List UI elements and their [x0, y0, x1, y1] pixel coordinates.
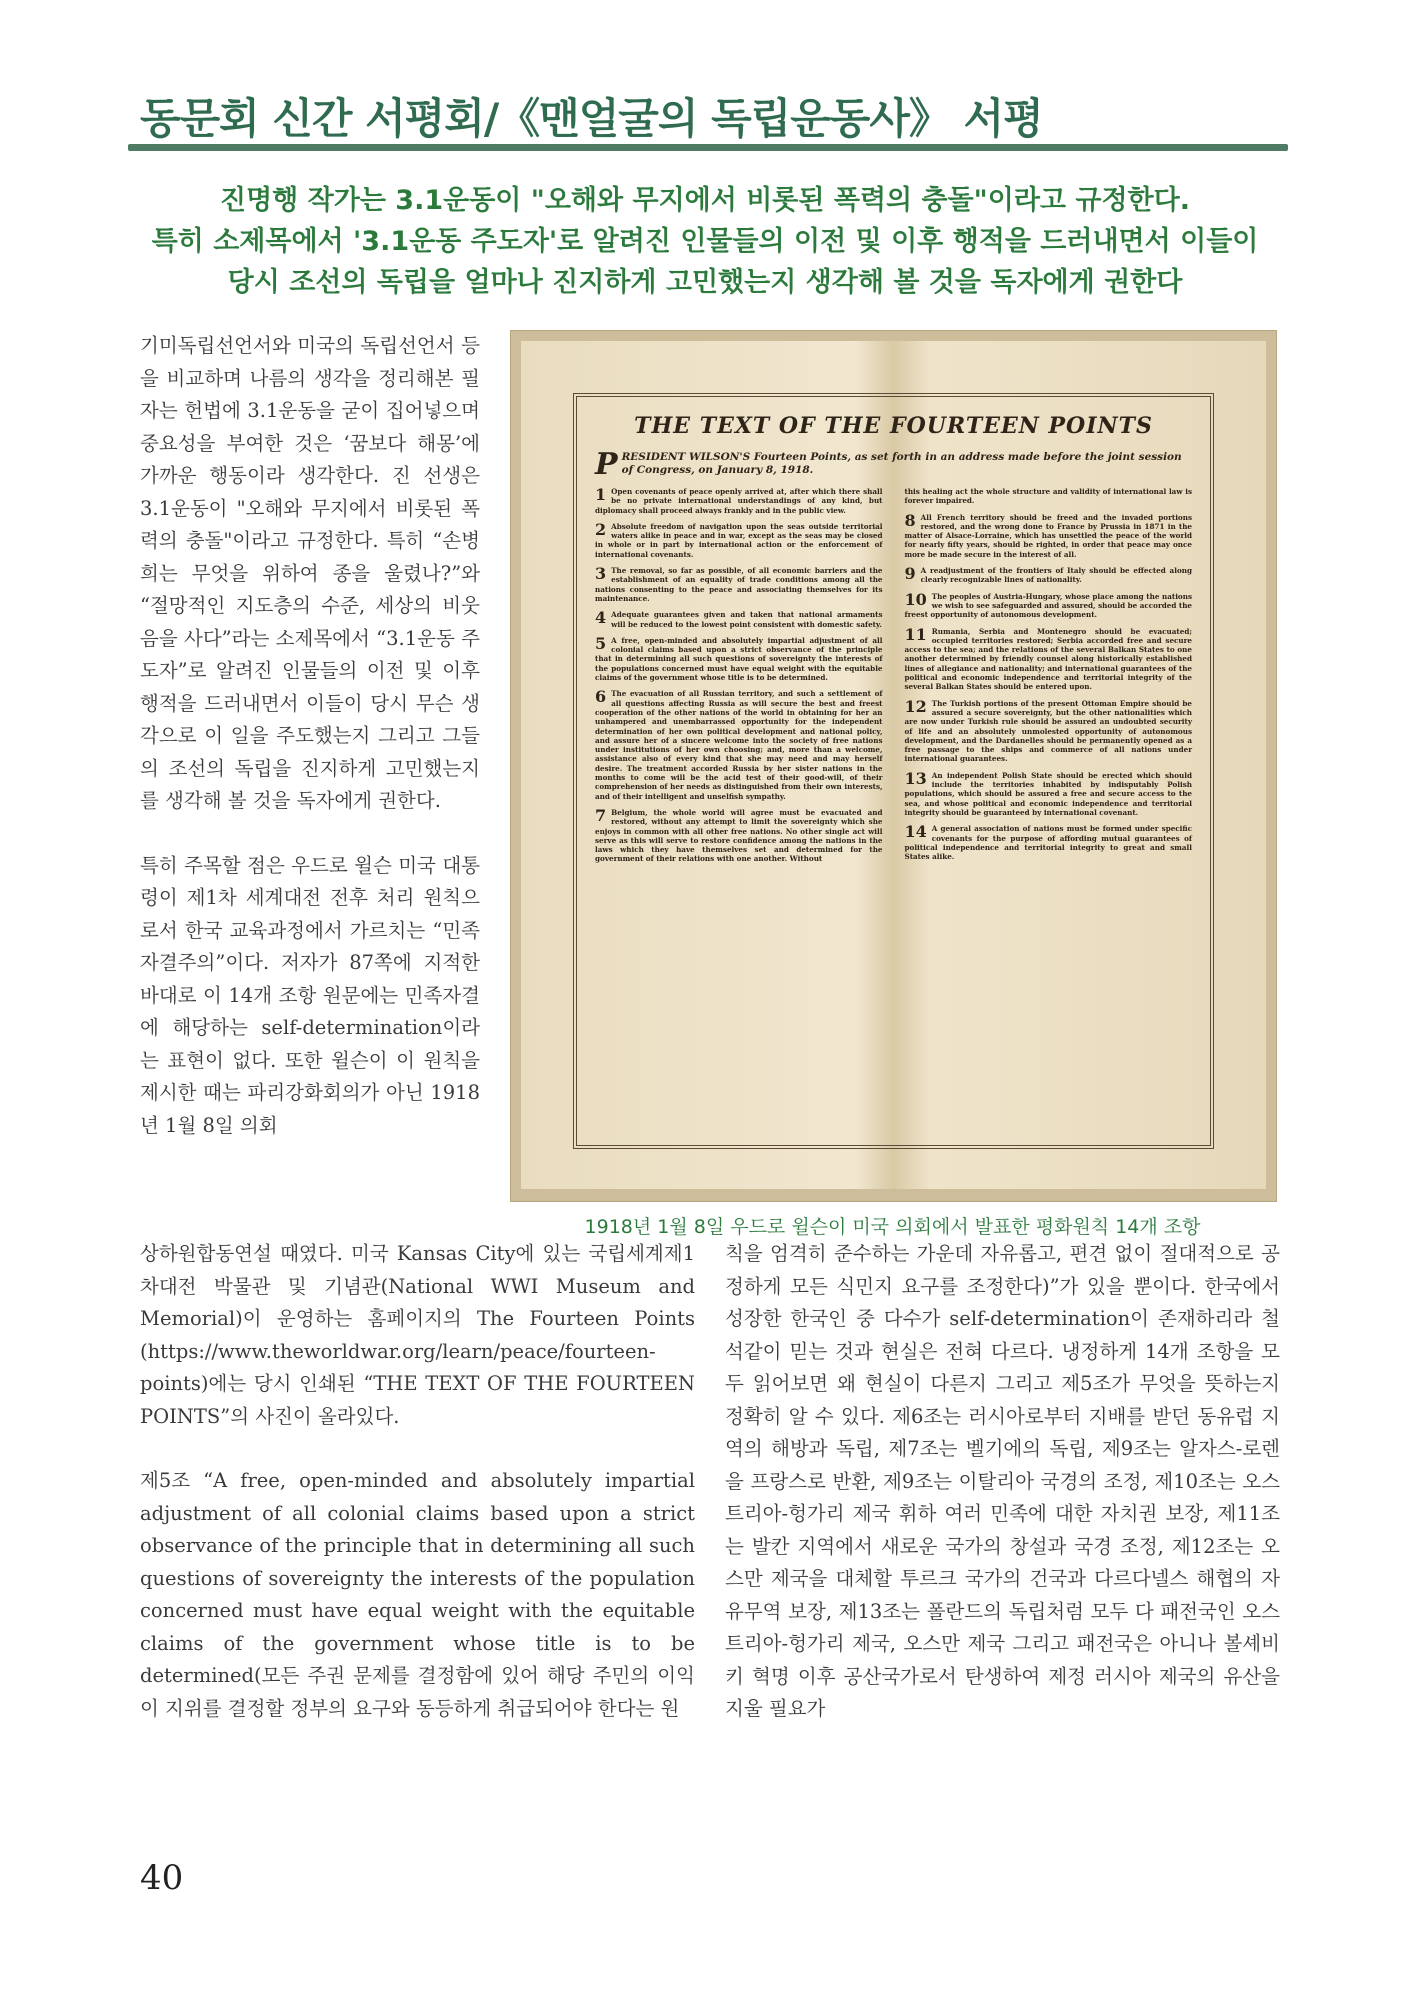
document-point — [905, 824, 1193, 861]
document-point — [595, 566, 883, 603]
document-point-number: 5 — [595, 633, 607, 653]
document-point-number: 1 — [595, 485, 607, 504]
document-paper — [521, 341, 1266, 1189]
document-point-number: 8 — [904, 510, 916, 530]
document-point-text: All French territory should be freed and the invaded portions restored, and the wrong done to France by Prussia in 1871 in the matter of Alsace-Lorraine, which has unsettled the peace of the world for nearly fifty years, should be righted, in order that peace may once more be made secure in the interest of all. — [904, 512, 1192, 559]
lead-line-1: 진명행 작가는 3.1운동이 "오해와 무지에서 비롯된 폭력의 충돌"이라고 규정한다. — [220, 185, 1190, 216]
document-point-text: A free, open-minded and absolutely impartial adjustment of all colonial claims based upon a strict observance of the principle that in determining all such questions of sovereignty the interests of the populations concerned must have equal weight with the equitable claims of the government whose title is to be determined. — [595, 635, 883, 683]
document-point — [904, 696, 1193, 764]
document-point-text: this healing act the whole structure and validity of international law is forever impaired. — [904, 487, 1192, 506]
document-point — [595, 519, 883, 559]
page-title: 동문회 신간 서평회/《맨얼굴의 독립운동사》 서평 — [140, 94, 1043, 143]
document-point-text: A readjustment of the frontiers of Italy should be effected along clearly recognizable lines of nationality. — [920, 566, 1192, 585]
document-point-number: 10 — [904, 589, 927, 609]
lead-headline — [130, 180, 1280, 303]
document-point-number: 2 — [595, 519, 607, 539]
document-drop-cap: P — [595, 447, 618, 482]
document-point-text: An independent Polish State should be erected which should include the territories inhabited by indisputably Polish populations, which should be assured a free and secure access to the sea, and whose political and economic independence and territorial integrity should be guaranteed by international covenant. — [904, 770, 1192, 817]
lead-line-3: 당시 조선의 독립을 얼마나 진지하게 고민했는지 생각해 볼 것을 독자에게 권한다 — [227, 267, 1183, 298]
bottom-right-column — [725, 1238, 1280, 1726]
document-intro — [595, 447, 1192, 482]
left-text-column — [140, 330, 480, 1174]
header-divider — [128, 144, 1288, 151]
document-point — [595, 487, 883, 515]
document-point-text: Absolute freedom of navigation upon the seas outside territorial waters alike in peace and in war, except as the seas may be closed in whole or in part by international action or the enforcement of international covenants. — [595, 521, 883, 559]
document-point-text: Adequate guarantees given and taken that national armaments will be reduced to the lowest point consistent with domestic safety. — [611, 610, 883, 629]
document-point-number: 6 — [595, 687, 607, 707]
document-point — [905, 566, 1193, 585]
document-point — [595, 805, 883, 864]
body-paragraph-3: 제5조 “A free, open-minded and absolutely impartial adjustment of all colonial claims based upon a strict observance of the principle that in determining all such questions of sovereignty the interests of the population concerned must have equal weight with the equitable claims of the government whose title is to be determined(모든 주권 문제를 결정함에 있어 해당 주민의 이익이 지위를 결정할 정부의 요구와 동등하게 취급되어야 한다는 원 — [140, 1469, 695, 1720]
document-intro-text: RESIDENT WILSON'S Fourteen Points, as set forth in an address made before the joint session of Congress, on January 8, 1918. — [621, 451, 1182, 476]
document-point-number: 9 — [904, 564, 916, 584]
photo-caption: 1918년 1월 8일 우드로 윌슨이 미국 의회에서 발표한 평화원칙 14개 조항 — [584, 1216, 1201, 1238]
document-point — [904, 510, 1193, 559]
document-right-column — [905, 487, 1193, 871]
document-point-number: 4 — [595, 608, 607, 628]
document-frame — [573, 393, 1214, 1149]
document-point-text: A general association of nations must be formed under specific covenants for the purpose of affording mutual guarantees of political independence and territorial integrity to great and small States alike. — [904, 824, 1192, 862]
lead-line-2: 특히 소제목에서 '3.1운동 주도자'로 알려진 인물들의 이전 및 이후 행적을 드러내면서 이들이 — [151, 226, 1259, 257]
document-point-text: Rumania, Serbia and Montenegro should be evacuated; occupied territories restored; Serbia accorded free and secure access to the sea; and the relations of the several Balkan States to one another determined by friendly counsel along historically established lines of allegiance and nationality; and international guarantees of the political and economic independence and territorial integrity of the several Balkan States should be entered upon. — [904, 626, 1192, 692]
document-point — [595, 689, 883, 801]
document-point-text: The peoples of Austria-Hungary, whose place among the nations we wish to see safeguarded and assured, should be accorded the freest opportunity of autonomous development. — [904, 591, 1192, 620]
document-point-number: 11 — [904, 624, 927, 644]
bottom-left-column — [140, 1238, 695, 1757]
page-number: 40 — [140, 1858, 184, 1898]
document-point-text: Open covenants of peace openly arrived at, after which there shall be no private international understandings of any kind, but diplomacy shall proceed always frankly and in the public view. — [595, 487, 883, 515]
document-point — [904, 624, 1193, 692]
body-paragraph-2-continued: 상하원합동연설 때였다. 미국 Kansas City에 있는 국립세계제1차대전 박물관 및 기념관(National WWI Museum and Memorial)이 운영하는 홈페이지의 The Fourteen Points (https://www.theworldwar.org/learn/peace/fourteen-points)에는 당시 인쇄된 “THE TEXT OF THE FOURTEEN POINTS”의 사진이 올라있다. — [140, 1242, 695, 1428]
document-left-column — [595, 487, 883, 871]
body-paragraph-1: 기미독립선언서와 미국의 독립선언서 등을 비교하며 나름의 생각을 정리해본 필자는 헌법에 3.1운동을 굳이 집어넣으며 중요성을 부여한 것은 ‘꿈보다 해몽’에 가까운 행동이라 생각한다. 진 선생은 3.1운동이 "오해와 무지에서 비롯된 폭력의 충돌"이라고 규정한다. 특히 “손병희는 무엇을 위하여 종을 울렸나?”와 “절망적인 지도층의 수준, 세상의 비웃음을 사다”라는 소제목에서 “3.1운동 주도자”로 알려진 인물들의 이전 및 이후 행적을 드러내면서 이들이 당시 무슨 생각으로 이 일을 주도했는지 그리고 그들의 조선의 독립을 진지하게 고민했는지를 생각해 볼 것을 독자에게 권한다. — [140, 334, 480, 812]
document-title: THE TEXT OF THE FOURTEEN POINTS — [634, 413, 1153, 439]
document-point-number: 3 — [595, 564, 607, 584]
body-paragraph-2: 특히 주목할 점은 우드로 윌슨 미국 대통령이 제1차 세계대전 전후 처리 원칙으로서 한국 교육과정에서 가르치는 “민족자결주의”이다. 저자가 87쪽에 지적한 바대로 이 14개 조항 원문에는 민족자결에 해당하는 self-determination이라는 표현이 없다. 또한 윌슨이 이 원칙을 제시한 때는 파리강화회의가 아닌 1918년 1월 8일 의회 — [140, 853, 480, 1137]
document-point-text: Belgium, the whole world will agree must be evacuated and restored, without any attempt to limit the sovereignty which she enjoys in common with all other free nations. No other single act will serve as this will serve to restore confidence among the nations in the laws which they have themselves set and determined for the government of their relations with one another. Without — [595, 807, 883, 864]
document-point — [595, 610, 883, 629]
document-point — [904, 768, 1193, 817]
document-point-text: The evacuation of all Russian territory, and such a settlement of all questions affecting Russia as will secure the best and freest cooperation of the other nations of the world in obtaining for her an unhampered and unembarrassed opportunity for the independent determination of her own political development and national policy, and assure her of a sincere welcome into the society of free nations under institutions of her own choosing; and, more than a welcome, assistance also of every kind that she may need and may herself desire. The treatment accorded Russia by her sister nations in the months to come will be the acid test of their good-will, of their comprehension of her needs as distinguished from their own interests, and of their intelligent and unselfish sympathy. — [595, 689, 883, 801]
document-point-text: The removal, so far as possible, of all economic barriers and the establishment of an equality of trade conditions among all the nations consenting to the peace and associating themselves for its maintenance. — [595, 566, 883, 603]
document-point-number: 14 — [904, 822, 927, 842]
body-paragraph-4: 칙을 엄격히 준수하는 가운데 자유롭고, 편견 없이 절대적으로 공정하게 모든 식민지 요구를 조정한다)”가 있을 뿐이다. 한국에서 성장한 한국인 중 다수가 self-determination이 존재하리라 철석같이 믿는 것과 현실은 전혀 다르다. 냉정하게 14개 조항을 모두 읽어보면 왜 현실이 다른지 그리고 제5조가 무엇을 뜻하는지 정확히 알 수 있다. 제6조는 러시아로부터 지배를 받던 동유럽 지역의 해방과 독립, 제7조는 벨기에의 독립, 제9조는 알자스-로렌을 프랑스로 반환, 제9조는 이탈리아 국경의 조정, 제10조는 오스트리아-헝가리 제국 휘하 여러 민족에 대한 자치권 보장, 제11조는 발칸 지역에서 새로운 국가의 창설과 국경 조정, 제12조는 오스만 제국을 대체할 투르크 국가의 건국과 다르다넬스 해협의 자유무역 보장, 제13조는 폴란드의 독립처럼 모두 다 패전국인 오스트리아-헝가리 제국, 오스만 제국 그리고 패전국은 아니나 볼셰비키 혁명 이후 공산국가로서 탄생하여 제정 러시아 제국의 유산을 지울 필요가 — [725, 1242, 1280, 1720]
document-point-number: 7 — [595, 805, 607, 825]
document-point-text: The Turkish portions of the present Ottoman Empire should be assured a secure sovereignty, but the other nationalities which are now under Turkish rule should be assured an undoubted security of life and an absolutely unmolested opportunity of autonomous development, and the Dardanelles should be permanently opened as a free passage to the ships and commerce of all nations under international guarantees. — [904, 698, 1192, 764]
document-point — [905, 487, 1193, 506]
document-point-number: 12 — [904, 696, 927, 716]
document-columns — [595, 487, 1192, 871]
document-point — [595, 633, 883, 683]
document-point-number: 13 — [904, 768, 927, 788]
fourteen-points-photo — [510, 330, 1277, 1202]
document-point — [904, 589, 1193, 620]
